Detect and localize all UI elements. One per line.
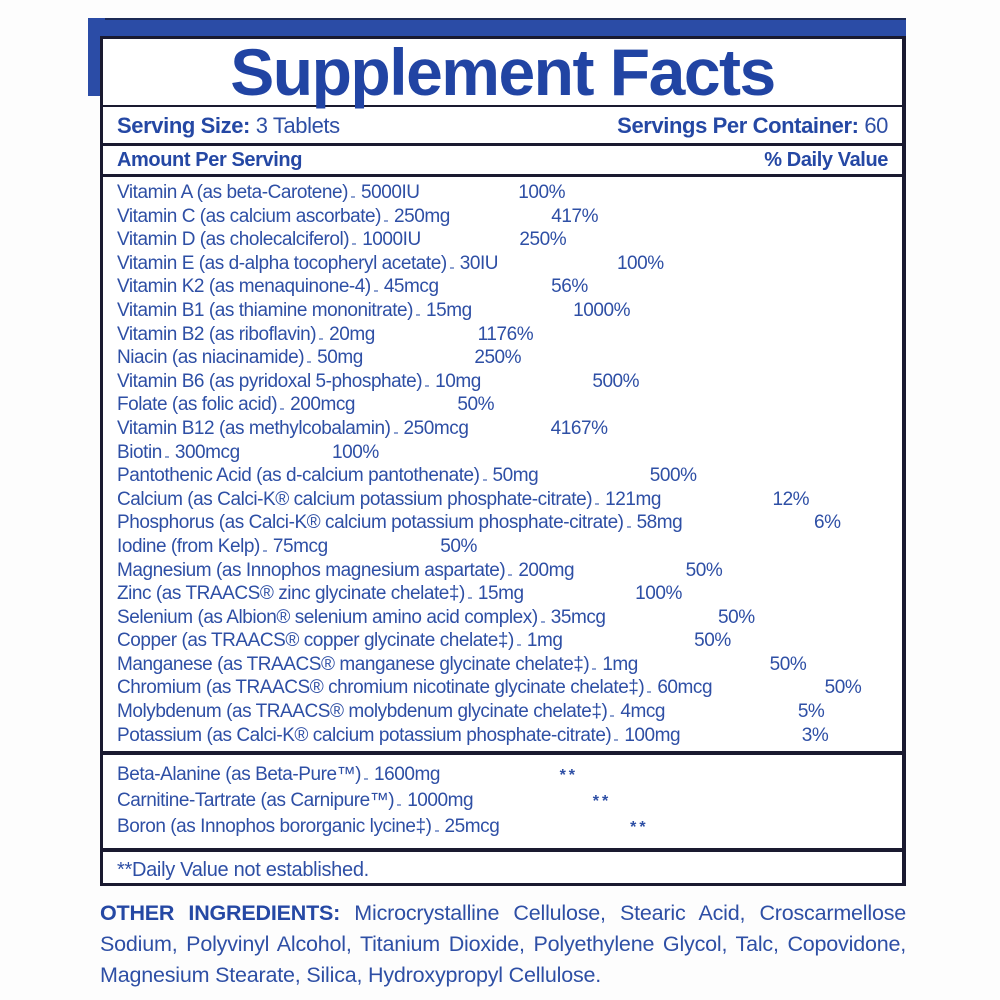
nutrient-name: Vitamin A (as beta-Carotene) [117, 182, 349, 203]
nutrient-amount: 20mg [329, 323, 375, 345]
servings-per-container [617, 113, 888, 139]
dotted-leader [483, 479, 487, 481]
nutrient-name: Selenium (as Albion® selenium amino acid complex) [117, 606, 538, 628]
nutrient-row [117, 677, 888, 701]
extra-ingredient-name: Beta-Alanine (as Beta-Pure™) [117, 764, 362, 786]
nutrient-daily-value: 50% [457, 394, 495, 416]
nutrient-row [117, 324, 888, 348]
nutrient-name: Magnesium (as Innophos magnesium aspartate) [117, 559, 506, 581]
nutrient-row [117, 276, 888, 300]
nutrient-row [117, 583, 888, 607]
dotted-leader [517, 644, 521, 646]
nutrient-name: Iodine (from Kelp) [117, 535, 260, 557]
nutrient-daily-value: 5% [797, 701, 825, 723]
nutrient-daily-value: 500% [649, 465, 697, 487]
nutrient-daily-value: 100% [616, 252, 664, 274]
nutrient-row [117, 253, 888, 277]
dotted-leader [610, 715, 614, 717]
nutrient-amount: 4mcg [620, 701, 666, 723]
nutrient-amount: 250mg [394, 205, 450, 227]
nutrient-amount: 100mg [624, 724, 681, 746]
dotted-leader [384, 220, 388, 222]
nutrient-row [117, 701, 888, 725]
nutrient-name: Vitamin B1 (as thiamine mononitrate) [117, 299, 414, 321]
nutrient-daily-value: 1000% [573, 299, 631, 321]
nutrient-daily-value: 100% [332, 441, 379, 463]
extra-ingredient-amount: 1000mg [407, 790, 474, 812]
nutrient-name: Vitamin B12 (as methylcobalamin) [117, 417, 391, 439]
extra-ingredient-name: Carnitine-Tartrate (as Carnipure™) [117, 790, 395, 812]
nutrient-amount: 50mg [492, 465, 539, 487]
dotted-leader [425, 385, 429, 387]
dotted-leader [435, 830, 439, 832]
extra-ingredient-daily-value: ** [559, 767, 579, 785]
nutrient-daily-value: 100% [518, 182, 566, 203]
nutrient-name: Vitamin K2 (as menaquinone-4) [117, 276, 371, 298]
nutrient-amount: 10mg [435, 370, 481, 392]
nutrient-name: Vitamin C (as calcium ascorbate) [117, 205, 382, 227]
nutrient-row [117, 418, 888, 442]
extra-ingredient-row [117, 816, 888, 842]
nutrient-daily-value: 56% [551, 276, 588, 298]
serving-size-label: Serving Size: [117, 112, 250, 138]
nutrient-row [117, 512, 888, 536]
nutrient-amount: 5000IU [361, 182, 420, 203]
nutrient-row [117, 206, 888, 230]
nutrient-daily-value: 3% [801, 724, 829, 746]
other-ingredients-label: OTHER INGREDIENTS: [100, 901, 341, 925]
nutrient-row [117, 725, 888, 749]
dotted-leader [416, 314, 420, 316]
nutrient-row [117, 536, 888, 560]
nutrient-daily-value: 250% [519, 229, 567, 251]
dotted-leader [508, 574, 512, 576]
daily-value-header: % Daily Value [764, 148, 888, 171]
nutrient-amount: 15mg [426, 299, 472, 321]
dotted-leader [627, 526, 631, 528]
nutrient-name: Calcium (as Calci-K® calcium potassium phosphate-citrate) [117, 488, 593, 510]
dotted-leader [592, 668, 596, 670]
nutrient-daily-value: 417% [551, 205, 599, 227]
nutrient-amount: 50mg [317, 347, 363, 369]
nutrient-daily-value: 50% [769, 653, 807, 675]
nutrient-row [117, 607, 888, 631]
nutrient-amount: 1mg [602, 653, 638, 675]
nutrient-amount: 200mcg [290, 394, 356, 416]
column-header-row [103, 146, 902, 177]
nutrient-daily-value: 4167% [550, 417, 608, 439]
nutrient-name: Molybdenum (as TRAACS® molybdenum glycinate chelate‡) [117, 701, 608, 723]
nutrient-name: Vitamin E (as d-alpha tocopheryl acetate) [117, 252, 447, 274]
nutrient-amount: 1mg [526, 630, 563, 652]
nutrient-daily-value: 50% [694, 630, 731, 652]
nutrient-row [117, 560, 888, 584]
extra-ingredient-daily-value: ** [630, 819, 649, 837]
nutrient-daily-value: 6% [814, 512, 841, 534]
nutrient-name: Potassium (as Calci-K® calcium potassium phosphate-citrate) [117, 724, 612, 746]
nutrient-daily-value: 500% [592, 370, 640, 392]
dotted-leader [450, 267, 454, 269]
panel-title: Supplement Facts [103, 39, 902, 107]
nutrient-row [117, 465, 888, 489]
nutrient-row [117, 442, 888, 466]
dotted-leader [307, 361, 311, 363]
dotted-leader [263, 550, 267, 552]
nutrient-daily-value: 50% [824, 677, 862, 699]
extra-ingredient-amount: 25mcg [444, 816, 500, 838]
nutrient-row [117, 371, 888, 395]
dotted-leader [351, 196, 355, 198]
dotted-leader [319, 338, 323, 340]
dotted-leader [541, 621, 545, 623]
dotted-leader [364, 778, 368, 780]
daily-value-footnote: **Daily Value not established. [117, 859, 369, 882]
nutrient-name: Copper (as TRAACS® copper glycinate chelate‡) [117, 630, 514, 652]
nutrient-amount: 30IU [459, 252, 499, 274]
dotted-leader [647, 691, 651, 693]
nutrient-daily-value: 100% [635, 583, 682, 605]
nutrient-row [117, 182, 888, 206]
nutrient-rows [103, 177, 902, 751]
other-ingredients-text: Microcrystalline Cellulose, Stearic Acid, Croscarmellose Sodium, Polyvinyl Alcohol, Titanium Dioxide, Polyethylene Glycol, Talc, Copovidone, Magnesium Stearate, Silica, Hydroxypropyl Cellulose. [100, 901, 907, 987]
nutrient-daily-value: 50% [685, 559, 723, 581]
extra-ingredient-name: Boron (as Innophos bororganic lycine‡) [117, 816, 432, 838]
nutrient-amount: 75mcg [272, 535, 328, 557]
nutrient-name: Vitamin B6 (as pyridoxal 5-phosphate) [117, 370, 423, 392]
nutrient-name: Phosphorus (as Calci-K® calcium potassium phosphate-citrate) [117, 512, 624, 534]
nutrient-row [117, 630, 888, 654]
serving-info-row [103, 107, 902, 146]
extra-ingredient-row [117, 764, 888, 790]
nutrient-name: Chromium (as TRAACS® chromium nicotinate glycinate chelate‡) [117, 677, 645, 699]
dotted-leader [280, 408, 284, 410]
nutrient-name: Manganese (as TRAACS® manganese glycinate chelate‡) [117, 653, 590, 675]
nutrient-row [117, 300, 888, 324]
nutrient-daily-value: 12% [772, 488, 810, 510]
nutrient-amount: 250mcg [403, 417, 469, 439]
nutrient-row [117, 489, 888, 513]
nutrient-name: Biotin [117, 441, 162, 463]
dotted-leader [468, 597, 472, 599]
nutrient-daily-value: 50% [440, 535, 477, 557]
extra-ingredient-row [117, 790, 888, 816]
extra-ingredient-amount: 1600mg [374, 764, 440, 786]
dotted-leader [595, 503, 599, 505]
nutrient-name: Folate (as folic acid) [117, 394, 278, 416]
nutrient-row [117, 654, 888, 678]
other-ingredients-paragraph [100, 898, 906, 991]
servings-per-container-label: Servings Per Container: [617, 112, 859, 138]
servings-per-container-value: 60 [864, 112, 888, 138]
nutrient-amount: 200mg [518, 559, 575, 581]
nutrient-amount: 58mg [636, 512, 683, 534]
amount-per-serving-header: Amount Per Serving [117, 148, 303, 171]
nutrient-name: Zinc (as TRAACS® zinc glycinate chelate‡) [117, 583, 465, 605]
dotted-leader [614, 739, 618, 741]
nutrient-amount: 60mcg [657, 677, 713, 699]
nutrient-row [117, 347, 888, 371]
supplement-facts-panel [100, 36, 906, 886]
dotted-leader [394, 432, 398, 434]
dotted-leader [165, 456, 169, 458]
nutrient-amount: 300mcg [174, 441, 240, 463]
nutrient-amount: 121mg [605, 488, 661, 510]
serving-size-value: 3 Tablets [255, 112, 340, 138]
nutrient-amount: 1000IU [362, 229, 421, 251]
nutrient-name: Pantothenic Acid (as d-calcium pantothenate) [117, 465, 480, 487]
extra-ingredient-rows [103, 755, 902, 848]
dotted-leader [397, 804, 401, 806]
nutrient-amount: 45mcg [383, 276, 439, 298]
nutrient-name: Vitamin D (as cholecalciferol) [117, 229, 350, 251]
serving-size [117, 113, 340, 139]
nutrient-row [117, 394, 888, 418]
nutrient-daily-value: 250% [474, 347, 522, 369]
nutrient-daily-value: 50% [718, 606, 755, 628]
nutrient-daily-value: 1176% [477, 323, 534, 345]
nutrient-row [117, 229, 888, 253]
extra-ingredient-daily-value: ** [592, 793, 612, 811]
nutrient-name: Niacin (as niacinamide) [117, 347, 305, 369]
nutrient-amount: 15mg [477, 583, 524, 605]
dotted-leader [374, 290, 378, 292]
nutrient-amount: 35mcg [550, 606, 606, 628]
nutrient-name: Vitamin B2 (as riboflavin) [117, 323, 317, 345]
dotted-leader [352, 243, 356, 245]
